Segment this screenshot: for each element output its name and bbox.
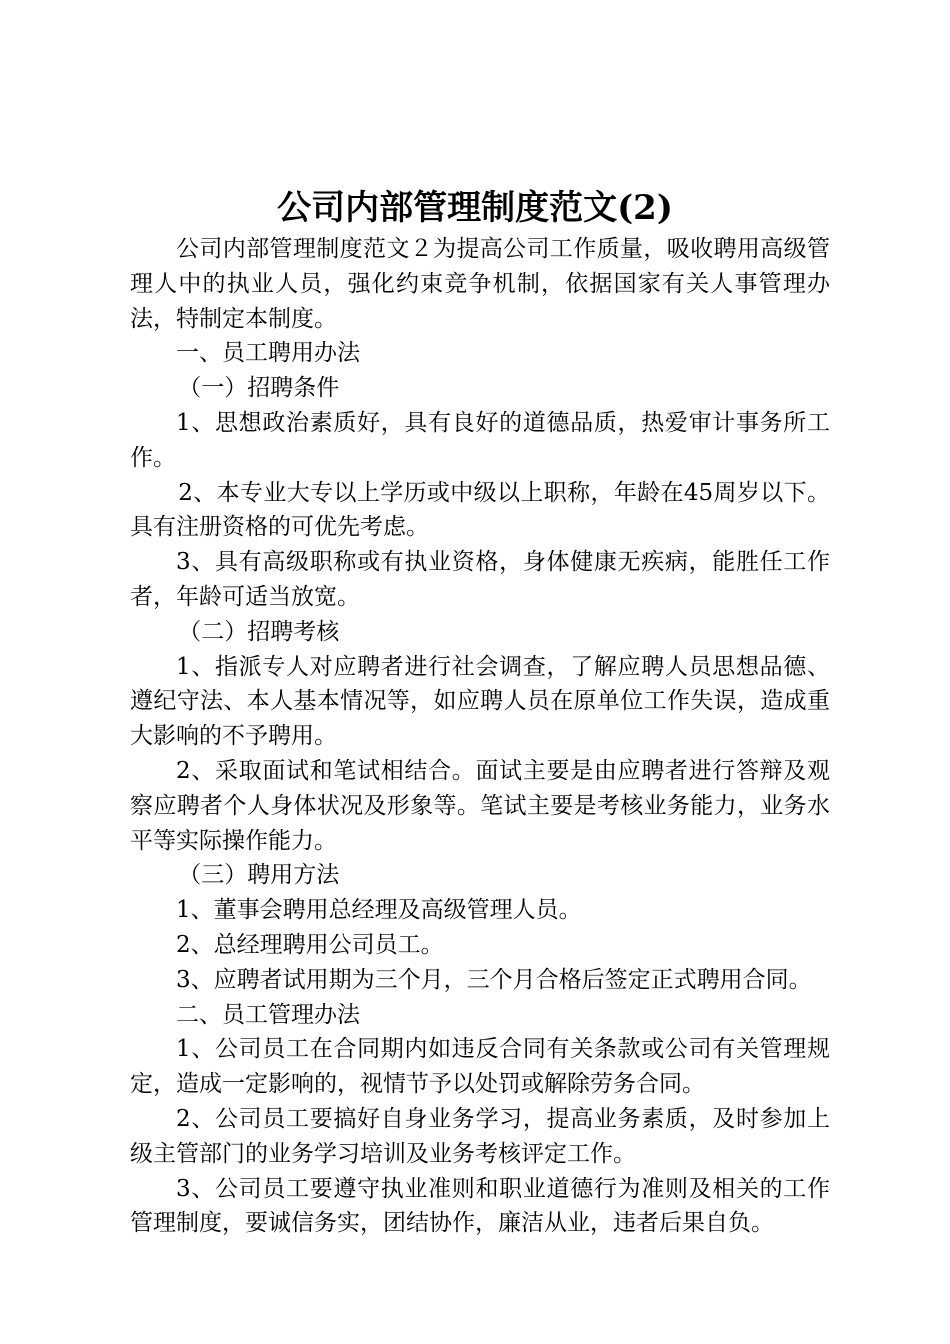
list-item: 1、指派专人对应聘者进行社会调查，了解应聘人员思想品德、遵纪守法、本人基本情况等，如应聘人员在原单位工作失误，造成重大影响的不予聘用。: [130, 653, 830, 750]
list-item: 2、采取面试和笔试相结合。面试主要是由应聘者进行答辩及观察应聘者个人身体状况及形象等。笔试主要是考核业务能力，业务水平等实际操作能力。: [130, 757, 830, 854]
subsection-heading-3: （三）聘用方法: [178, 862, 340, 889]
list-item: 3、公司员工要遵守执业准则和职业道德行为准则及相关的工作管理制度，要诚信务实，团结协作，廉洁从业，违者后果自负。: [130, 1175, 830, 1237]
section-heading-1: 一、员工聘用办法: [176, 340, 360, 367]
subsection-heading-1: （一）招聘条件: [178, 375, 340, 402]
list-item: 1、董事会聘用总经理及高级管理人员。: [176, 897, 582, 924]
subsection-heading-2: （二）招聘考核: [178, 618, 340, 645]
document-title: 公司内部管理制度范文(2): [277, 188, 673, 228]
list-item: 2、本专业大专以上学历或中级以上职称，年龄在45周岁以下。具有注册资格的可优先考虑。: [130, 479, 830, 541]
list-item: 3、应聘者试用期为三个月，三个月合格后签定正式聘用合同。: [176, 966, 812, 993]
list-item: 2、公司员工要搞好自身业务学习，提高业务素质，及时参加上级主管部门的业务学习培训及业务考核评定工作。: [130, 1105, 830, 1167]
intro-paragraph: 公司内部管理制度范文２为提高公司工作质量，吸收聘用高级管理人中的执业人员，强化约束竞争机制，依据国家有关人事管理办法，特制定本制度。: [130, 236, 830, 332]
list-item: 1、公司员工在合同期内如违反合同有关条款或公司有关管理规定，造成一定影响的，视情节予以处罚或解除劳务合同。: [130, 1036, 830, 1098]
document-body: [130, 232, 830, 1241]
list-item: 3、具有高级职称或有执业资格，身体健康无疾病，能胜任工作者，年龄可适当放宽。: [130, 549, 830, 610]
section-heading-2: 二、员工管理办法: [176, 1001, 360, 1028]
list-item: 1、思想政治素质好，具有良好的道德品质，热爱审计事务所工作。: [130, 409, 830, 471]
list-item: 2、总经理聘用公司员工。: [176, 931, 444, 958]
